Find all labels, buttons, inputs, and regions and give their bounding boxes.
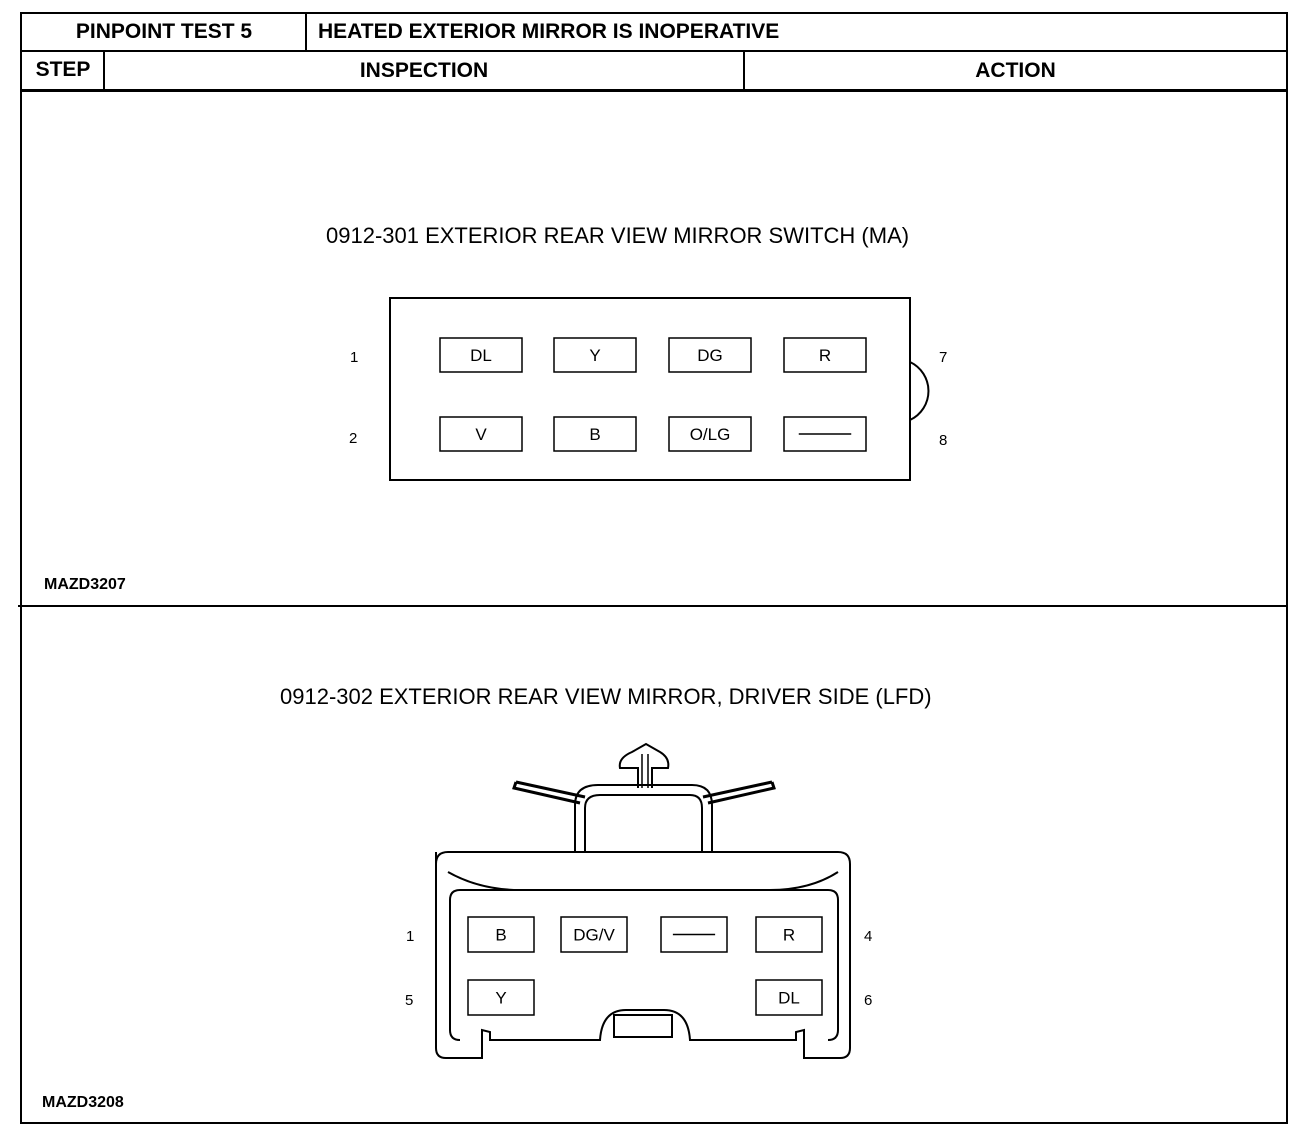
action-column-header: ACTION	[975, 59, 1056, 82]
figure2-title: 0912-302 EXTERIOR REAR VIEW MIRROR, DRIVER SIDE (LFD)	[280, 684, 932, 709]
figure2-row2-wire-color-1: Y	[495, 988, 507, 1008]
figure1-row1-cell-1	[440, 338, 522, 372]
figure2-row1-cell-3	[661, 917, 727, 952]
test-title: HEATED EXTERIOR MIRROR IS INOPERATIVE	[318, 20, 780, 43]
figure1-row2-wire-color-2: B	[589, 425, 601, 444]
header-line-2	[22, 89, 1288, 92]
figure1-row2-wire-color-1: V	[475, 425, 487, 444]
mirror-driver-side-connector	[420, 740, 873, 1070]
figure2-row1-wire-color-4: R	[782, 925, 796, 945]
test-label: PINPOINT TEST 5	[75, 20, 253, 43]
figure-divider	[18, 605, 1286, 607]
figure2-row1-cell-1	[468, 917, 534, 952]
step-column-header: STEP	[35, 58, 91, 81]
inspection-column-header: INSPECTION	[359, 59, 489, 82]
figure1-row2-cell-4	[784, 417, 866, 451]
figure2-pin-4: 4	[864, 928, 873, 945]
figure2-row2-cell-1	[468, 980, 534, 1015]
figure1-id: MAZD3207	[44, 576, 126, 593]
figure2-row2-wire-color-2: DL	[778, 988, 800, 1008]
figure1-title: 0912-301 EXTERIOR REAR VIEW MIRROR SWITCH (MA)	[326, 223, 910, 248]
figure1-row1-wire-color-4: R	[818, 346, 832, 365]
figure1-row1-cell-3	[669, 338, 751, 372]
figure2-pin-5: 5	[405, 992, 414, 1009]
test-title-cell	[318, 14, 1278, 50]
figure2-row1-wire-color-2: DG/V	[573, 925, 615, 945]
figure2-row1-wire-color-1: B	[495, 925, 507, 945]
figure1-row2-wire-color-3: O/LG	[689, 425, 731, 444]
figure2-id: MAZD3208	[42, 1094, 124, 1111]
figure2-row1-cell-4	[756, 917, 822, 952]
figure1-row2-cell-2	[554, 417, 636, 451]
figure2-row2-cell-2	[756, 980, 822, 1015]
figure1-row1-cell-2	[554, 338, 636, 372]
figure1-pin-7: 7	[939, 349, 948, 366]
test-label-cell	[22, 14, 306, 50]
mirror-switch-connector	[330, 290, 980, 490]
header-divider-1	[305, 14, 307, 50]
figure1-pin-2: 2	[349, 430, 358, 447]
figure2-pin-1: 1	[406, 928, 415, 945]
figure1-pin-1: 1	[350, 349, 359, 366]
figure1-row1-wire-color-2: Y	[589, 346, 601, 365]
figure1-row1-wire-color-3: DG	[697, 346, 723, 365]
figure1-row2-cell-3	[669, 417, 751, 451]
figure1-row2-cell-1	[440, 417, 522, 451]
figure2-row1-cell-2	[561, 917, 627, 952]
figure1-pin-8: 8	[939, 432, 948, 449]
figure1-row1-wire-color-1: DL	[470, 346, 492, 365]
figure1-row1-cell-4	[784, 338, 866, 372]
figure2-pin-6: 6	[864, 992, 873, 1009]
